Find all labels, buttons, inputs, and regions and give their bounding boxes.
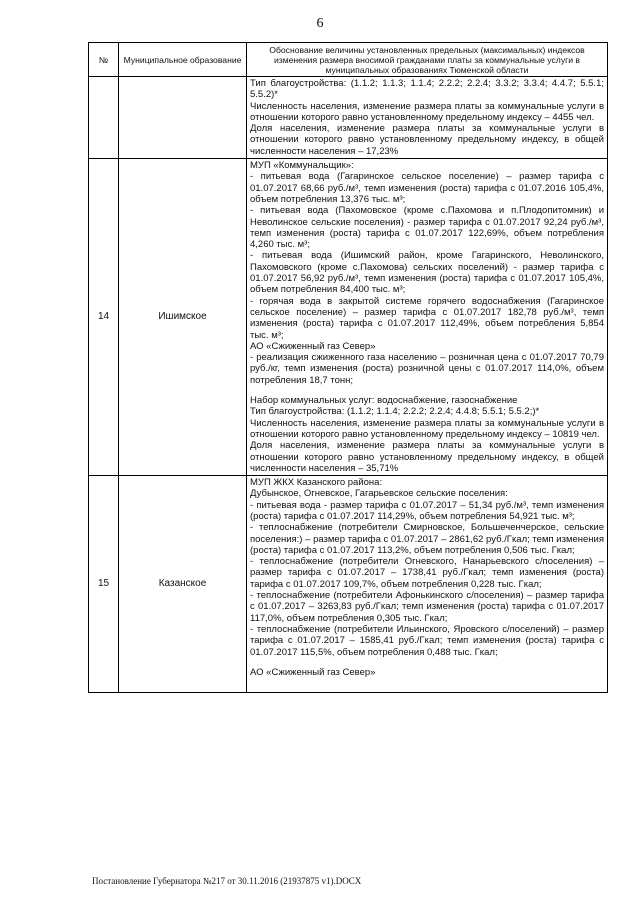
row-number: 15	[89, 476, 119, 693]
text-line: АО «Сжиженный газ Север»	[250, 340, 376, 352]
text-line: Тип благоустройства: (1.1.2; 1.1.3; 1.1.4; 2.2.2; 2.2.4; 3.3.2; 3.3.4; 4.4.7; 5.5.1; 5.5.2)*	[250, 78, 604, 101]
text-line: Доля населения, изменение размера платы за коммунальные услуги в отношении которого равно установленному предельному индексу, в общей численности населения – 17,23%	[250, 123, 604, 157]
text-line: - горячая вода в закрытой системе горячего водоснабжения (Гагаринское сельское поселение) – размер тарифа с 01.07.2017 182,78 руб./м³, темп изменения (роста) тарифа с 01.07.2017 112,49%, объем потребления 5,854 тыс. м³;	[250, 295, 604, 341]
text-line: - реализация сжиженного газа населению – розничная цена с 01.07.2017 70,79 руб./кг, темп изменения (роста) розничной цены с 01.07.2017 114,0%, объем потребления 18,7 тонн;	[250, 352, 604, 386]
justification-cell	[247, 159, 608, 476]
justification-cell	[247, 77, 608, 159]
text-line: МУП «Коммунальщик»:	[250, 160, 354, 172]
municipality-name: Ишимское	[119, 159, 247, 476]
row-number: 14	[89, 159, 119, 476]
text-line: Численность населения, изменение размера платы за коммунальные услуги в отношении которого равно установленному предельному индексу – 4455 чел.	[250, 100, 604, 123]
page-number: 6	[316, 16, 324, 31]
table-row-15	[89, 476, 608, 693]
header-municipality: Муниципальное образование	[119, 43, 247, 77]
text-line: - теплоснабжение (потребители Огневского, Нанарьевского с/поселения) – размер тарифа с 01.07.2017 – 1738,41 руб./Гкал; темп изменения (роста) тарифа с 01.07.2017 109,7%, объем потребления 0,228 тыс. Гкал;	[250, 556, 604, 590]
table-row-14	[89, 159, 608, 476]
document-footer: Постановление Губернатора №217 от 30.11.2016 (21937875 v1).DOCX	[92, 876, 362, 886]
text-line: - питьевая вода (Гагаринское сельское поселение) – размер тарифа с 01.07.2017 68,66 руб./м³, темп изменения (роста) тарифа с 01.07.2016 105,4%, объем потребления 13,376 тыс. м³;	[250, 171, 604, 205]
table-header-row	[89, 43, 608, 77]
text-line: Дубынское, Огневское, Гагарьевское сельские поселения:	[250, 488, 508, 500]
text-line: - питьевая вода (Ишимский район, кроме Гагаринского, Неволинского, Пахомовского (кроме с.Пахомова) сельских поселений) - размер тарифа с 01.07.2017 56,92 руб./м³, темп изменения (роста) тарифа с 01.07.2017 105,4%, объем потребления 84,400 тыс. м³;	[250, 250, 604, 296]
text-line: Набор коммунальных услуг: водоснабжение, газоснабжение	[250, 395, 518, 407]
text-line: - теплоснабжение (потребители Смирновское, Большеченчерское, сельские поселения:) – размер тарифа с 01.07.2017 – 2861,62 руб./Гкал; темп изменения (роста) тарифа с 01.07.2017 113,2%, объем потребления 0,506 тыс. Гкал;	[250, 522, 604, 556]
table-row-prev	[89, 77, 608, 159]
text-line: - питьевая вода (Пахомовское (кроме с.Пахомова и п.Плодопитомник) и Неволинское сельские поселения) - размер тарифа с 01.07.2017 92,24 руб./м³, темп изменения (роста) тарифа с 01.07.2017 122,69%, объем потребления 4,260 тыс. м³;	[250, 205, 604, 251]
text-line: Тип благоустройства: (1.1.2; 1.1.4; 2.2.2; 2.2.4; 4.4.8; 5.5.1; 5.5.2;)*	[250, 406, 540, 418]
text-line: МУП ЖКХ Казанского района:	[250, 477, 383, 489]
text-line: - теплоснабжение (потребители Ильинского, Яровского с/поселений) – размер тарифа с 01.07.2017 – 1585,41 руб./Гкал; темп изменения (роста) тарифа с 01.07.2017 115,5%, объем потребления 0,488 тыс. Гкал;	[250, 623, 604, 658]
justification-cell	[247, 476, 608, 693]
text-line: Численность населения, изменение размера платы за коммунальные услуги в отношении которого равно установленному предельному индексу – 10819 чел.	[250, 417, 604, 440]
text-line: Доля населения, изменение размера платы за коммунальные услуги в отношении которого равно установленному предельному индексу, в общей численности населения – 35,71%	[250, 440, 604, 474]
header-no: №	[89, 43, 119, 77]
municipality-name: Казанское	[119, 476, 247, 693]
text-line: АО «Сжиженный газ Север»	[250, 666, 376, 678]
tariff-table	[88, 42, 608, 693]
text-line: - теплоснабжение (потребители Афонькинского с/поселения) – размер тарифа с 01.07.2017 – 3263,83 руб./Гкал; темп изменения (роста) тарифа с 01.07.2017 117,0%, объем потребления 0,305 тыс. Гкал;	[250, 590, 604, 624]
text-line: - питьевая вода - размер тарифа с 01.07.2017 – 51,34 руб./м³, темп изменения (роста) тарифа с 01.07.2017 114,29%, объем потребления 54,921 тыс. м³;	[250, 499, 604, 522]
header-justification: Обоснование величины установленных предельных (максимальных) индексов изменения размера вносимой гражданами платы за коммунальные услуги в муниципальных образованиях Тюменской области	[247, 43, 608, 77]
